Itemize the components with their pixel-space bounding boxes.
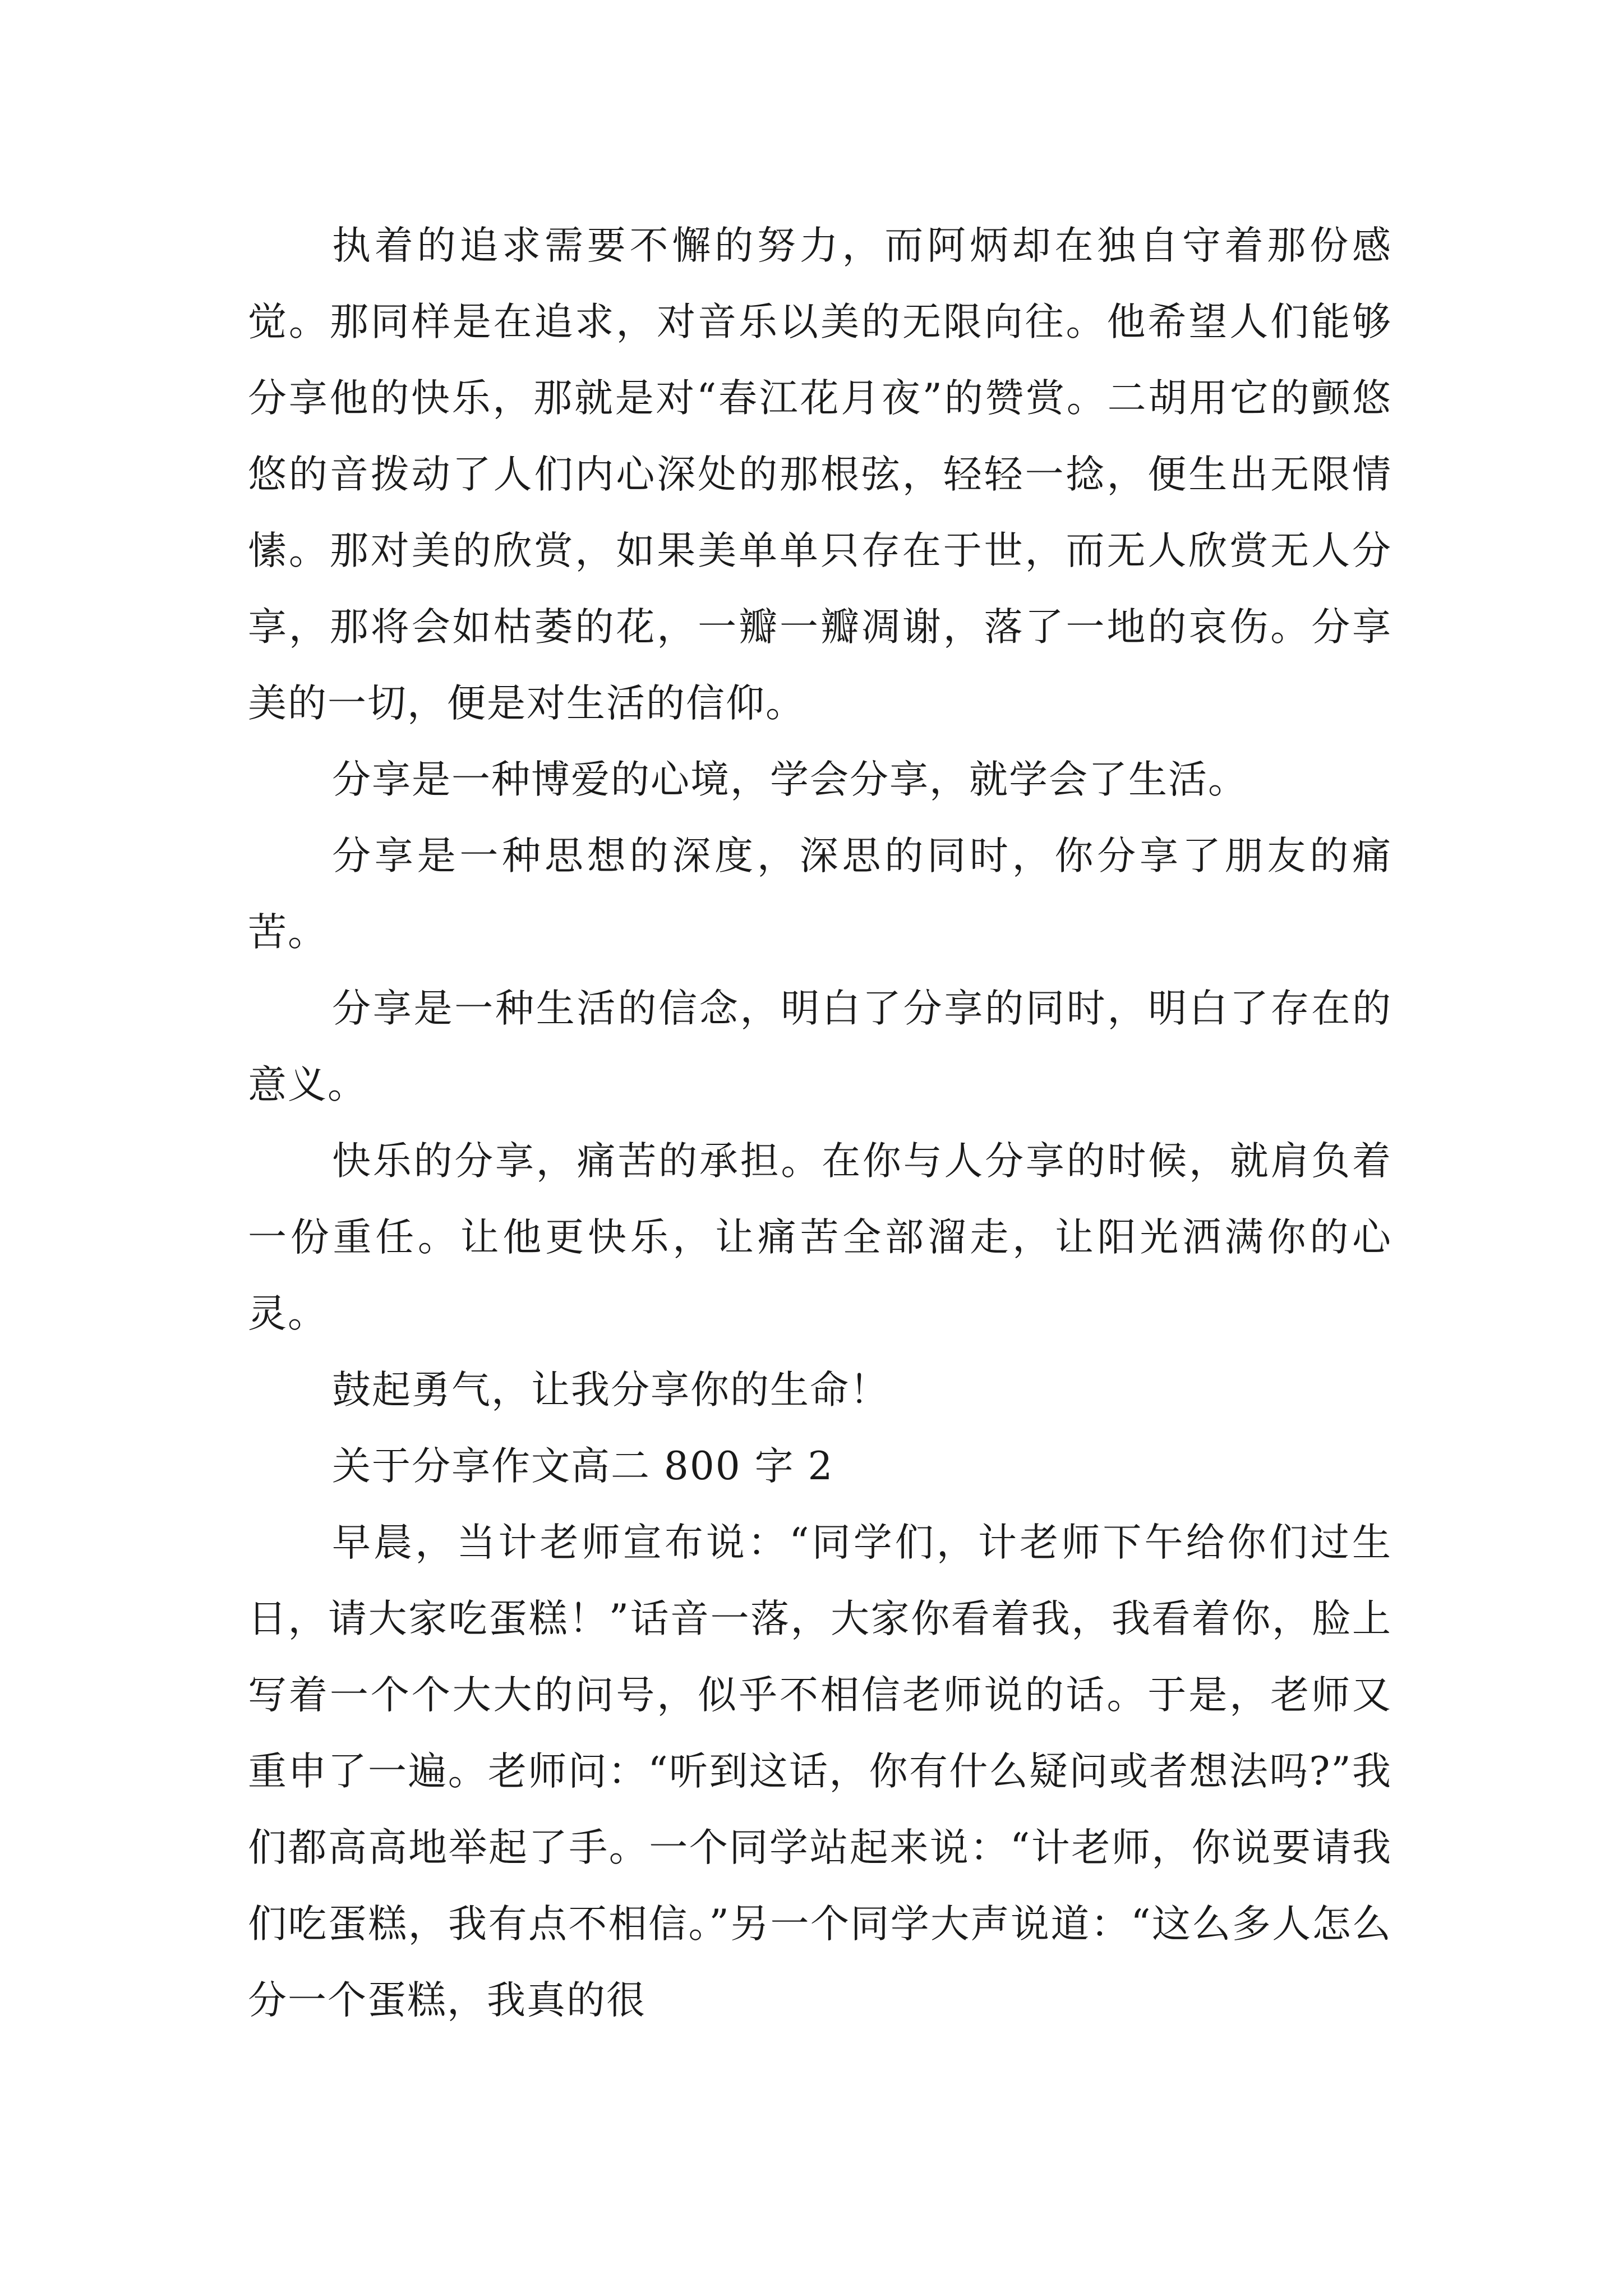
paragraph-share-thought: 分享是一种思想的深度，深思的同时，你分享了朋友的痛苦。	[248, 834, 1392, 955]
paragraph-share-belief: 分享是一种生活的信念，明白了分享的同时，明白了存在的意义。	[248, 986, 1392, 1107]
document-body	[248, 208, 1392, 2039]
paragraph-share-love: 分享是一种博爱的心境，学会分享，就学会了生活。	[332, 757, 1248, 802]
essay-title-2: 关于分享作文高二 800 字 2	[332, 1444, 834, 1489]
paragraph-morning: 早晨，当计老师宣布说：“同学们，计老师下午给你们过生日，请大家吃蛋糕！”话音一落，大家你看着我，我看着你，脸上写着一个个大大的问号，似乎不相信老师说的话。于是，老师又重申了一遍。老师问：“听到这话，你有什么疑问或者想法吗?”我们都高高地举起了手。一个同学站起来说：“计老师，你说要请我们吃蛋糕，我有点不相信。”另一个同学大声说道：“这么多人怎么分一个蛋糕，我真的很	[248, 1520, 1392, 2023]
paragraph-courage: 鼓起勇气，让我分享你的生命！	[332, 1368, 889, 1412]
paragraph-pursuit: 执着的追求需要不懈的努力，而阿炳却在独自守着那份感觉。那同样是在追求，对音乐以美的无限向往。他希望人们能够分享他的快乐，那就是对“春江花月夜”的赞赏。二胡用它的颤悠悠的音拨动了人们内心深处的那根弦，轻轻一捻，便生出无限情愫。那对美的欣赏，如果美单单只存在于世，而无人欣赏无人分享，那将会如枯萎的花，一瓣一瓣凋谢，落了一地的哀伤。分享美的一切，便是对生活的信仰。	[248, 223, 1392, 726]
paragraph-joy-pain: 快乐的分享，痛苦的承担。在你与人分享的时候，就肩负着一份重任。让他更快乐，让痛苦全部溜走，让阳光洒满你的心灵。	[248, 1139, 1392, 1336]
